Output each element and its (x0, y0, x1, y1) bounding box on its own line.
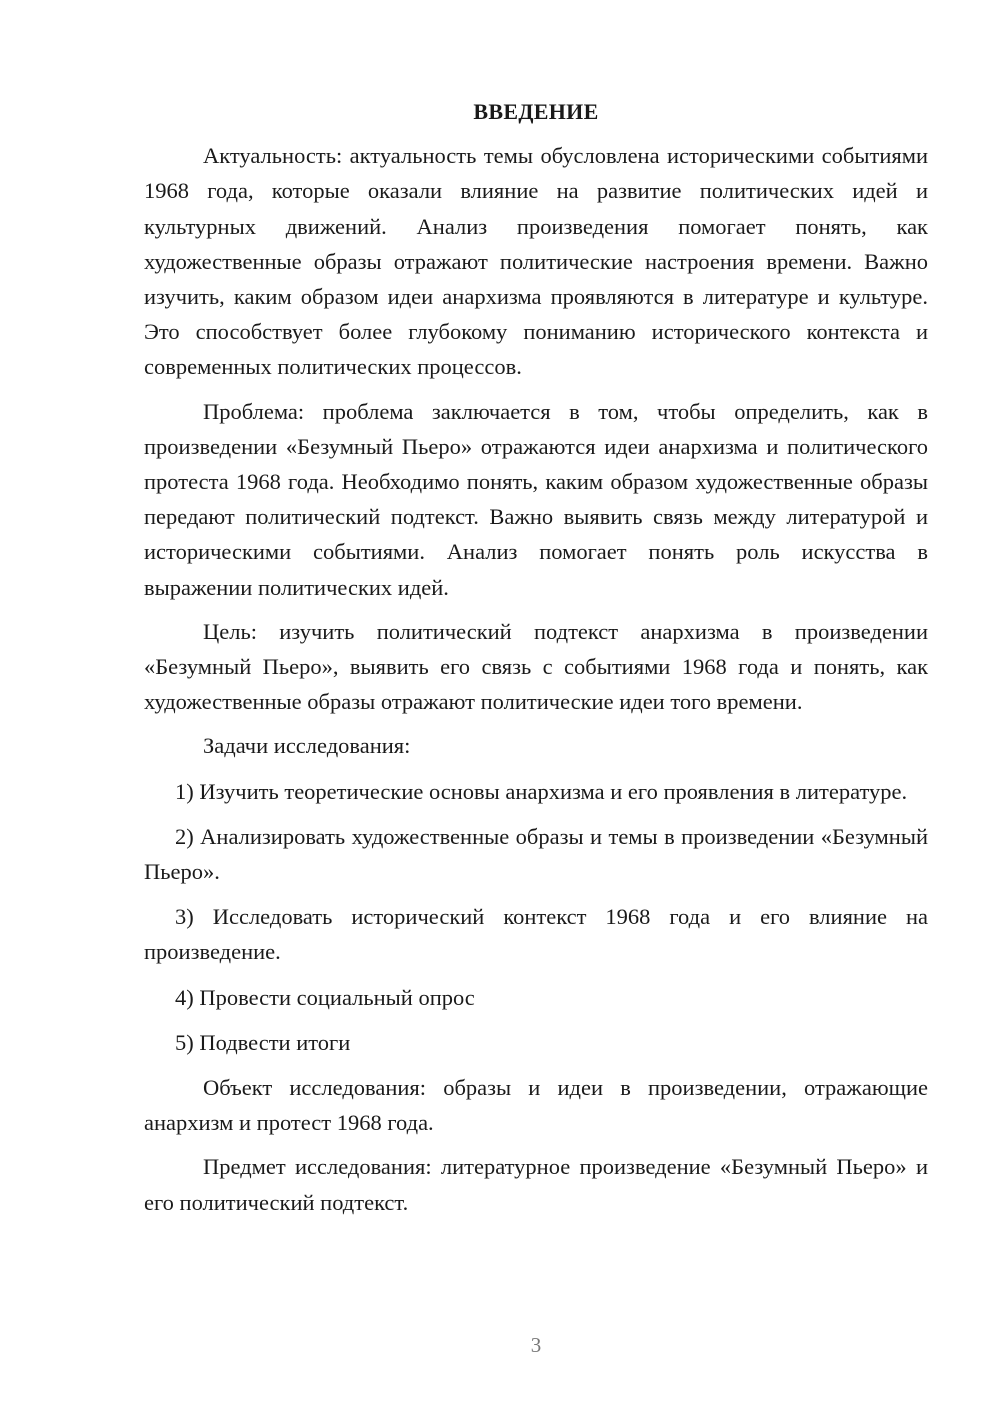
task-item-2: 2) Анализировать художественные образы и темы в произведении «Безумный Пьеро». (144, 823, 928, 885)
task-item-1: 1) Изучить теоретические основы анархизма и его проявления в литературе. (175, 778, 908, 804)
task-item-3: 3) Исследовать исторический контекст 1968 года и его влияние на произведение. (144, 904, 928, 965)
object-paragraph: Объект исследования: образы и идеи в произведении, отражающие анархизм и протест 1968 года. (144, 1075, 928, 1136)
tasks-label: Задачи исследования: (203, 733, 411, 759)
relevance-paragraph: Актуальность: актуальность темы обусловлена историческими событиями 1968 года, которые оказали влияние на развитие политических идей и культурных движений. Анализ произведения помогает понять, как художественные образы отражают политические настроения времени. Важно изучить, каким образом идеи анархизма проявляются в литературе и культуре. Это способствует более глубокому пониманию исторического контекста и современных политических процессов. (144, 143, 928, 380)
task-item-4: 4) Провести социальный опрос (175, 984, 475, 1010)
section-heading: ВВЕДЕНИЕ (473, 99, 599, 124)
goal-paragraph: Цель: изучить политический подтекст анархизма в произведении «Безумный Пьеро», выявить его связь с событиями 1968 года и понять, как художественные образы отражают политические идеи того времени. (144, 618, 928, 715)
page-number: 3 (530, 1333, 542, 1357)
task-item-5: 5) Подвести итоги (175, 1029, 351, 1055)
page-content (144, 94, 928, 1229)
subject-paragraph: Предмет исследования: литературное произведение «Безумный Пьеро» и его политический подтекст. (144, 1154, 928, 1215)
problem-paragraph: Проблема: проблема заключается в том, чтобы определить, как в произведении «Безумный Пьеро» отражаются идеи анархизма и политического протеста 1968 года. Необходимо понять, каким образом художественные образы передают политический подтекст. Важно выявить связь между литературой и историческими событиями. Анализ помогает понять роль искусства в выражении политических идей. (144, 398, 928, 600)
